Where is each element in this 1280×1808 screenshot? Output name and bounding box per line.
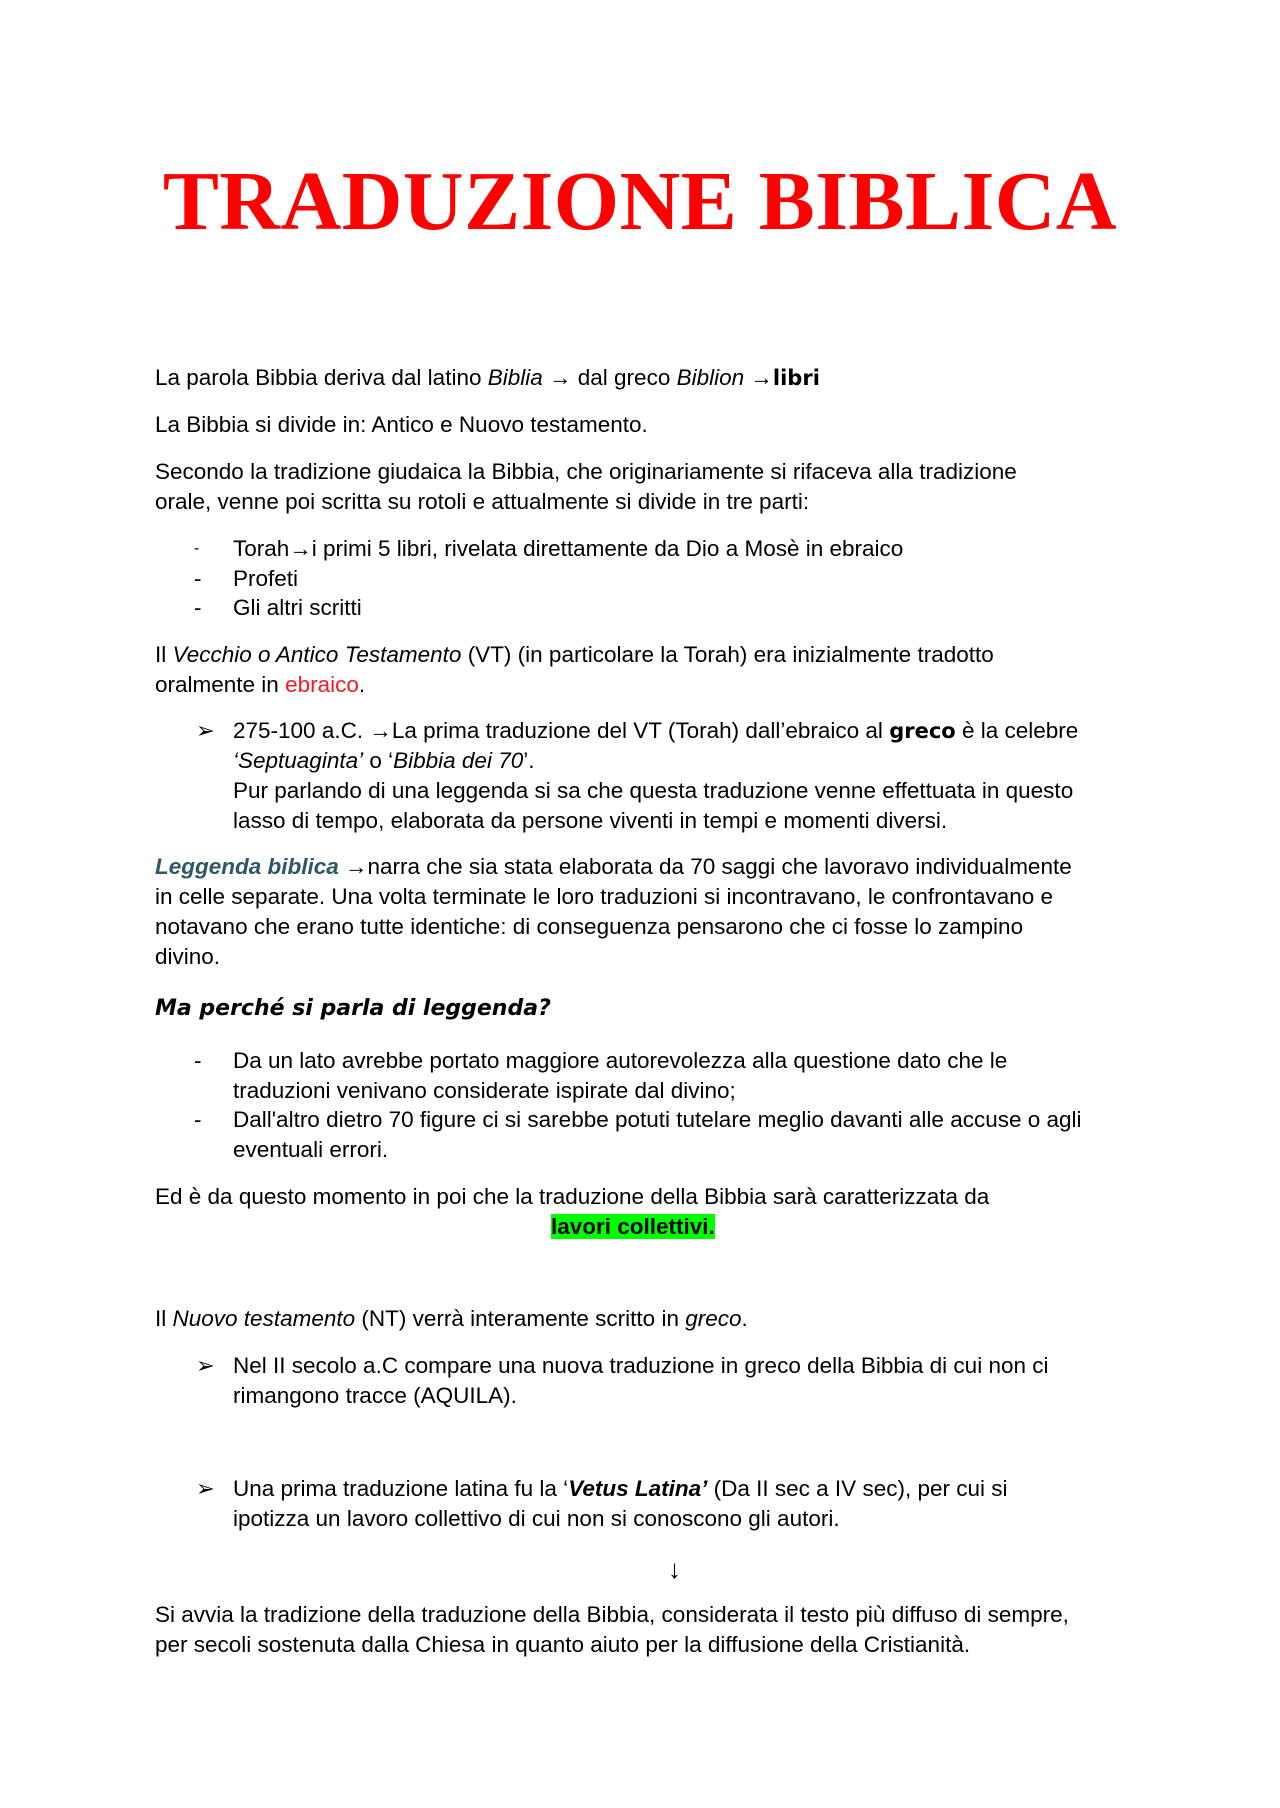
list-marker-dash: - (194, 540, 200, 557)
bullet-septuaginta-line1: 275-100 a.C. →La prima traduzione del VT (Torah) dall’ebraico al greco è la celebre (233, 718, 1079, 743)
page-title: TRADUZIONE BIBLICA (162, 155, 1118, 248)
paragraph-legend-line4: divino. (155, 944, 221, 969)
paragraph-vt-line1: Il Vecchio o Antico Testamento (VT) (in particolare la Torah) era inizialmente tradotto (155, 642, 994, 667)
bullet-vetus-line1: Una prima traduzione latina fu la ‘Vetus Latina’ (Da II sec a IV sec), per cui si (233, 1476, 1008, 1501)
highlighted-text: lavori collettivi. (551, 1214, 715, 1239)
paragraph-tradition-line1: Secondo la tradizione giudaica la Bibbia, che originariamente si rifaceva alla tradizione (155, 459, 1017, 484)
bullet-septuaginta-line3: Pur parlando di una leggenda si sa che questa traduzione venne effettuata in questo (233, 778, 1074, 803)
list-item: Profeti (233, 566, 299, 591)
bullet-septuaginta-line2: ‘Septuaginta’ o ‘Bibbia dei 70’. (233, 748, 535, 773)
paragraph-etymology: La parola Bibbia deriva dal latino Biblia → dal greco Biblion →libri (155, 365, 820, 390)
down-arrow-icon: ↓ (668, 1554, 681, 1584)
section-heading: Ma perché si parla di leggenda? (155, 996, 551, 1021)
paragraph-tradition-line2: orale, venne poi scritta su rotoli e attualmente si divide in tre parti: (155, 489, 810, 514)
list-item: Gli altri scritti (233, 595, 362, 620)
paragraph-nt: Il Nuovo testamento (NT) verrà interamente scritto in greco. (155, 1306, 748, 1331)
bullet-septuaginta-line4: lasso di tempo, elaborata da persone viventi in tempi e momenti diversi. (233, 808, 948, 833)
arrow-bullet-icon: ➢ (196, 718, 215, 743)
list-item-cont: eventuali errori. (233, 1137, 389, 1162)
paragraph-legend-line3: notavano che erano tutte identiche: di conseguenza pensarono che ci fosse lo zampino (155, 914, 1024, 939)
list-item: Torah→i primi 5 libri, rivelata direttamente da Dio a Mosè in ebraico (233, 536, 904, 561)
paragraph-conclusion-line1: Si avvia la tradizione della traduzione della Bibbia, considerata il testo più diffuso di sempre, (155, 1602, 1069, 1627)
paragraph-conclusion-line2: per secoli sostenuta dalla Chiesa in quanto aiuto per la diffusione della Cristianità. (155, 1632, 971, 1657)
bullet-vetus-line2: ipotizza un lavoro collettivo di cui non si conoscono gli autori. (233, 1506, 840, 1531)
bullet-aquila-line1: Nel II secolo a.C compare una nuova traduzione in greco della Bibbia di cui non ci (233, 1353, 1049, 1378)
list-marker-dash: - (194, 566, 202, 591)
list-item: Dall'altro dietro 70 figure ci si sarebbe potuti tutelare meglio davanti alle accuse o agli (233, 1107, 1082, 1132)
paragraph-division: La Bibbia si divide in: Antico e Nuovo testamento. (155, 412, 648, 437)
paragraph-collective: Ed è da questo momento in poi che la traduzione della Bibbia sarà caratterizzata da (155, 1184, 990, 1209)
paragraph-legend-line1: Leggenda biblica →narra che sia stata elaborata da 70 saggi che lavoravo individualmente (155, 854, 1072, 879)
bullet-aquila-line2: rimangono tracce (AQUILA). (233, 1383, 517, 1408)
list-marker-dash: - (194, 595, 202, 620)
paragraph-vt-line2: oralmente in ebraico. (155, 672, 366, 697)
list-item: Da un lato avrebbe portato maggiore autorevolezza alla questione dato che le (233, 1048, 1008, 1073)
list-item-cont: traduzioni venivano considerate ispirate dal divino; (233, 1078, 736, 1103)
list-marker-dash: - (194, 1107, 202, 1132)
arrow-bullet-icon: ➢ (196, 1353, 215, 1378)
paragraph-legend-line2: in celle separate. Una volta terminate le loro traduzioni si incontravano, le confrontavano e (155, 884, 1054, 909)
list-marker-dash: - (194, 1048, 202, 1073)
arrow-bullet-icon: ➢ (196, 1476, 215, 1501)
